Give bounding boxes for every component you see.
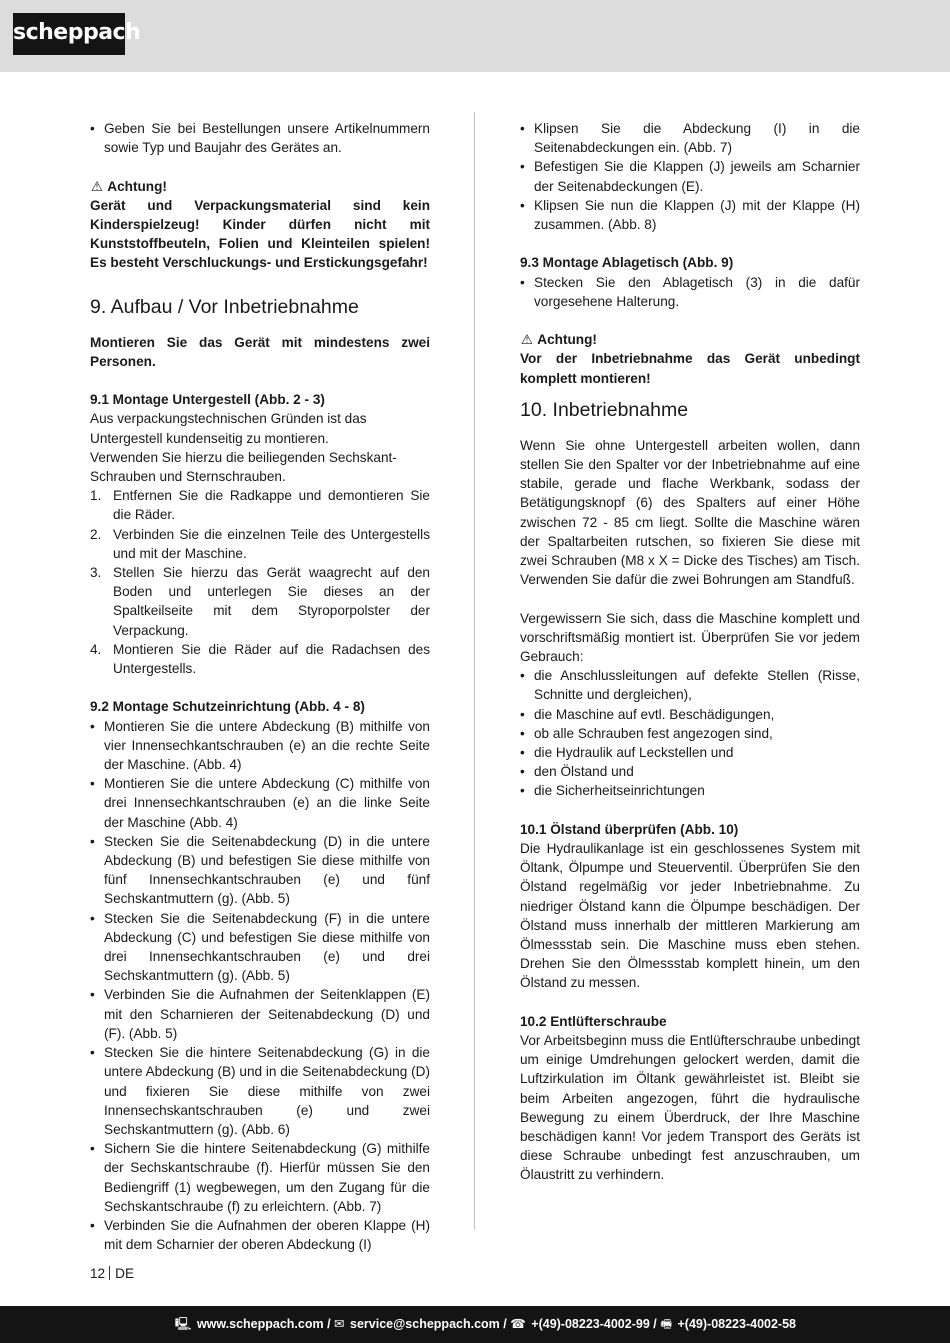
section-10-2-text: Vor Arbeitsbeginn muss die Entlüfterschraube unbedingt um einige Umdrehungen gelockert werden, damit die Luftzirkulation im Öltank gewährleistet ist. Bleibt sie beim Arbeiten angezogen, führt die hydraulische Bewegung zu einem Überdruck, der Ihre Maschine beschädigen kann! Vor jedem Transport des Geräts ist diese Schraube unbedingt fest anzuschrauben, um Ölaustritt zu verhindern. — [520, 1033, 860, 1183]
section-9-2-heading: 9.2 Montage Schutzeinrichtung (Abb. 4 - 8) — [90, 699, 365, 715]
contact-line — [175, 1306, 796, 1342]
phone-icon: ☎ — [510, 1317, 526, 1331]
list-item: 3. Stellen Sie hierzu das Gerät waagrecht auf den Boden und unterlegen Sie dieses an der Spaltkeilseite mit dem Styroporpolster der Verpackung. — [90, 565, 430, 638]
section-9-1-steps — [90, 486, 430, 678]
list-item: • Montieren Sie die untere Abdeckung (C) mithilfe von drei Innensechkantschrauben (e) an die linke Seite der Maschine (Abb. 4) — [90, 774, 430, 832]
section-9-intro: Montieren Sie das Gerät mit mindestens zwei Personen. — [90, 334, 430, 369]
section-10-paragraph-1: Wenn Sie ohne Untergestell arbeiten wollen, dann stellen Sie den Spalter vor der Inbetriebnahme auf eine stabile, gerade und flache Werkbank, sodass der Betätigungsknopf (6) des Spalters auf einer Höhe zwischen 72 - 85 cm liegt. Sollte die Maschine wären der Spaltarbeiten rutschen, so fixieren Sie diese mit zwei Schrauben (M8 x X = Dicke des Tisches) am Tisch. Verwenden Sie dafür die zwei Bohrungen am Standfuß. — [520, 437, 860, 588]
right-column — [520, 119, 860, 1185]
section-10-1-text: Die Hydraulikanlage ist ein geschlossenes System mit Öltank, Ölpumpe und Steuerventil. Überprüfen Sie den Ölstand regelmäßig vor jeder Inbetriebnahme. Zu niedriger Ölstand kann die Ölpumpe beschädigen. Der Ölstand muss innerhalb der mittleren Markierung am Ölmessstab sein. Die Maschine muss eben stehen. Drehen Sie den Ölmessstab komplett hinein, um den Ölstand zu messen. — [520, 841, 860, 991]
warning-heading-2: ⚠ Achtung! — [520, 330, 860, 349]
header-bar — [0, 0, 950, 72]
list-item: • Stecken Sie den Ablagetisch (3) in die dafür vorgesehene Halterung. — [520, 273, 860, 311]
left-column — [90, 119, 430, 1254]
phone-number: +(49)-08223-4002-99 / — [531, 1317, 657, 1331]
list-item: • die Anschlussleitungen auf defekte Stellen (Risse, Schnitte und dergleichen), — [520, 666, 860, 704]
list-item: • die Hydraulik auf Leckstellen und — [520, 743, 860, 762]
list-item: • die Sicherheitseinrichtungen — [520, 781, 860, 800]
website-link[interactable]: www.scheppach.com / — [196, 1317, 331, 1331]
scheppach-logo: scheppach — [13, 13, 125, 55]
section-9-2-list-continued — [520, 119, 860, 234]
email-link[interactable]: service@scheppach.com / — [350, 1317, 507, 1331]
section-9-1-text-2: Verwenden Sie hierzu die beiliegenden Sechskant-Schrauben und Sternschrauben. — [90, 449, 397, 485]
language-code: DE — [115, 1266, 135, 1281]
page-number-separator — [109, 1266, 110, 1280]
section-10-checklist — [520, 666, 860, 800]
fax-icon: 🖷 — [660, 1317, 673, 1331]
list-item: • Sichern Sie die hintere Seitenabdeckung (G) mithilfe der Sechskantschraube (f). Hierfür müssen Sie den Bediengriff (1) wegbewegen, um den Zugang für die Sechskantschraube (f) zu erleichtern. (Abb. 7) — [90, 1139, 430, 1216]
footer-bar — [0, 1306, 950, 1343]
section-10-1-heading: 10.1 Ölstand überprüfen (Abb. 10) — [520, 821, 739, 837]
section-9-1-text-1: Aus verpackungstechnischen Gründen ist das Untergestell kundenseitig zu montieren. — [90, 411, 367, 446]
section-10-2-heading: 10.2 Entlüfterschraube — [520, 1013, 667, 1029]
list-item: • Verbinden Sie die Aufnahmen der Seitenklappen (E) mit den Scharnieren der Seitenabdeckung (D) und (F). (Abb. 5) — [90, 985, 430, 1043]
column-divider — [474, 112, 475, 1230]
section-9-heading: 9. Aufbau / Vor Inbetriebnahme — [90, 295, 359, 318]
warning-text-2: Vor der Inbetriebnahme das Gerät unbedingt komplett montieren! — [520, 351, 860, 386]
list-item: • Klipsen Sie nun die Klappen (J) mit der Klappe (H) zusammen. (Abb. 8) — [520, 196, 860, 234]
warning-heading-1: ⚠ Achtung! — [90, 177, 430, 196]
fax-number: +(49)-08223-4002-58 — [677, 1317, 796, 1331]
list-item: 1. Entfernen Sie die Radkappe und demontieren Sie die Räder. — [90, 488, 430, 523]
list-item: • Stecken Sie die Seitenabdeckung (D) in die untere Abdeckung (B) und befestigen Sie diese mithilfe von fünf Innensechkantschrauben (e) und fünf Sechskantmuttern (g). (Abb. 5) — [90, 832, 430, 909]
warning-text-1: Gerät und Verpackungsmaterial sind kein Kinderspielzeug! Kinder dürfen nicht mit Kunststoffbeuteln, Folien und Kleinteilen spielen! Es besteht Verschluckungs- und Erstickungsgefahr! — [90, 197, 430, 271]
list-item: 2. Verbinden Sie die einzelnen Teile des Untergestells und mit der Maschine. — [90, 526, 430, 561]
section-10-heading: 10. Inbetriebnahme — [520, 398, 689, 421]
page-number: 12 DE — [90, 1266, 135, 1281]
section-9-1-heading: 9.1 Montage Untergestell (Abb. 2 - 3) — [90, 392, 325, 408]
section-9-2-list — [90, 717, 430, 1255]
list-item: • Klipsen Sie die Abdeckung (I) in die Seitenabdeckungen ein. (Abb. 7) — [520, 119, 860, 157]
list-item: • Verbinden Sie die Aufnahmen der oberen Klappe (H) mit dem Scharnier der oberen Abdeckung (I) — [90, 1216, 430, 1254]
list-item: 4. Montieren Sie die Räder auf die Radachsen des Untergestells. — [90, 641, 430, 677]
section-9-3-heading: 9.3 Montage Ablagetisch (Abb. 9) — [520, 255, 734, 271]
list-item: • Stecken Sie die Seitenabdeckung (F) in die untere Abdeckung (C) und befestigen Sie diese mithilfe von drei Innensechkantschrauben (e) und drei Sechskantmuttern (g). (Abb. 5) — [90, 909, 430, 986]
list-item: • die Maschine auf evtl. Beschädigungen, — [520, 705, 860, 724]
section-10-paragraph-2: Vergewissern Sie sich, dass die Maschine komplett und vorschriftsmäßig montiert ist. Überprüfen Sie vor jedem Gebrauch: — [520, 610, 860, 665]
list-item: • Befestigen Sie die Klappen (J) jeweils am Scharnier der Seitenabdeckungen (E). — [520, 157, 860, 195]
mail-icon: ✉ — [334, 1317, 345, 1331]
computer-icon: 🖳 — [174, 1317, 192, 1331]
list-item: • den Ölstand und — [520, 762, 860, 781]
list-item: • Stecken Sie die hintere Seitenabdeckung (G) in die untere Abdeckung (B) und in die Seitenabdeckung (D) und fixieren Sie diese mithilfe von zwei Innensechskantschrauben (e) und zwei Sechskantmuttern (g). (Abb. 6) — [90, 1043, 430, 1139]
order-note: • Geben Sie bei Bestellungen unsere Artikelnummern sowie Typ und Baujahr des Gerätes an. — [90, 119, 430, 157]
list-item: • ob alle Schrauben fest angezogen sind, — [520, 724, 860, 743]
warning-triangle-icon: ⚠ — [90, 178, 104, 194]
list-item: • Montieren Sie die untere Abdeckung (B) mithilfe von vier Innensechkantschrauben (e) an die rechte Seite der Maschine. (Abb. 4) — [90, 717, 430, 775]
warning-triangle-icon: ⚠ — [520, 332, 534, 348]
